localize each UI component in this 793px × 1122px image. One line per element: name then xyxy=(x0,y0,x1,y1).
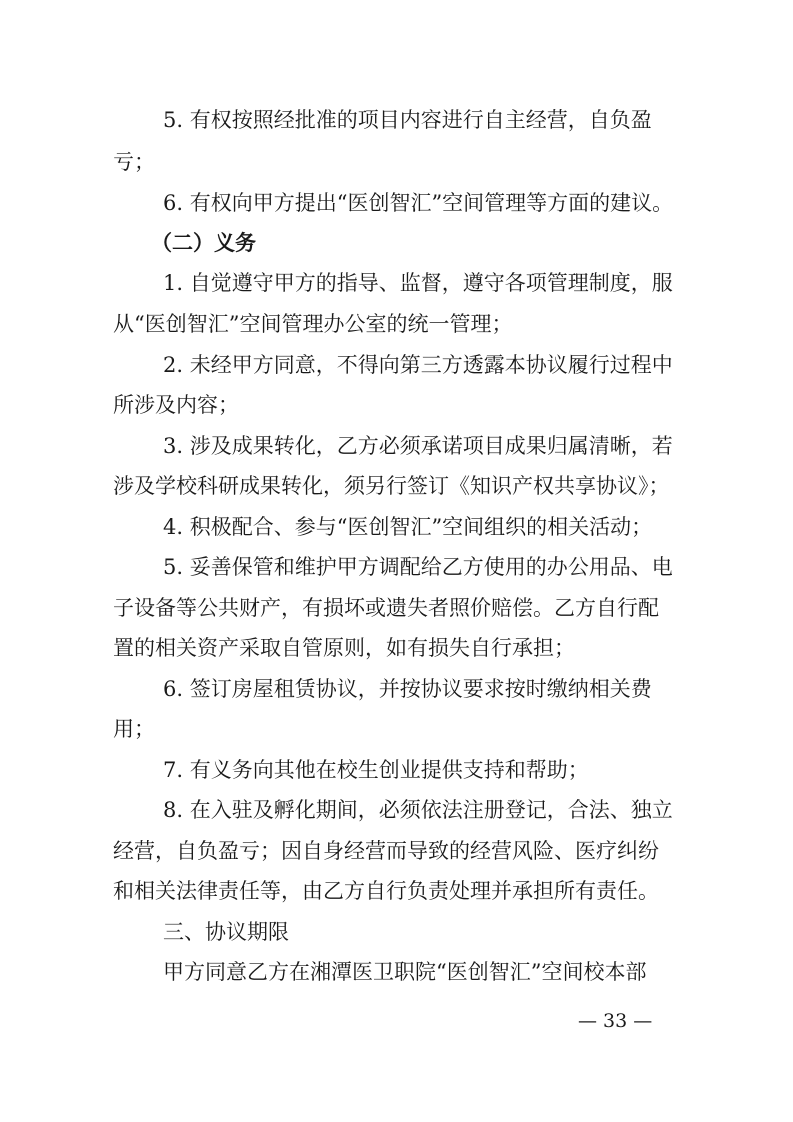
text-line-content: 8. 在入驻及孵化期间，必须依法注册登记，合法、独立 xyxy=(163,798,673,822)
section-heading-text: 三、协议期限 xyxy=(163,920,289,944)
text-line-content: 2. 未经甲方同意，不得向第三方透露本协议履行过程中 xyxy=(163,353,673,377)
text-line-content: 和相关法律责任等，由乙方自行负责处理并承担所有责任。 xyxy=(113,879,659,903)
text-line-content: 4. 积极配合、参与“医创智汇”空间组织的相关活动； xyxy=(163,515,653,539)
page-number: — 33 — xyxy=(578,1010,653,1032)
text-line-content: 亏； xyxy=(113,150,155,174)
section-heading-text: （二）义务 xyxy=(151,231,256,255)
text-line-content: 所涉及内容； xyxy=(113,393,239,417)
text-line-content: 涉及学校科研成果转化，须另行签订《知识产权共享协议》； xyxy=(113,474,670,498)
text-line-content: 6. 签订房屋租赁协议，并按协议要求按时缴纳相关费 xyxy=(163,677,652,701)
text-line-content: 甲方同意乙方在湘潭医卫职院“医创智汇”空间校本部 xyxy=(163,960,647,984)
text-line-content: 1. 自觉遵守甲方的指导、监督，遵守各项管理制度，服 xyxy=(163,271,673,295)
text-line-content: 用； xyxy=(113,717,155,741)
text-line-content: 3. 涉及成果转化，乙方必须承诺项目成果归属清晰，若 xyxy=(163,434,673,458)
text-line-content: 5. 有权按照经批准的项目内容进行自主经营，自负盈 xyxy=(163,108,652,132)
text-line-content: 从“医创智汇”空间管理办公室的统一管理； xyxy=(113,312,513,336)
text-line-content: 5. 妥善保管和维护甲方调配给乙方使用的办公用品、电 xyxy=(163,555,673,579)
text-line-content: 经营，自负盈亏；因自身经营而导致的经营风险、医疗纠纷 xyxy=(113,839,659,863)
text-line-content: 子设备等公共财产，有损坏或遗失者照价赔偿。乙方自行配 xyxy=(113,596,659,620)
text-line-content: 7. 有义务向其他在校生创业提供支持和帮助； xyxy=(163,758,589,782)
text-line-content: 置的相关资产采取自管原则，如有损失自行承担； xyxy=(113,636,575,660)
text-line-content: 6. 有权向甲方提出“医创智汇”空间管理等方面的建议。 xyxy=(163,191,674,215)
